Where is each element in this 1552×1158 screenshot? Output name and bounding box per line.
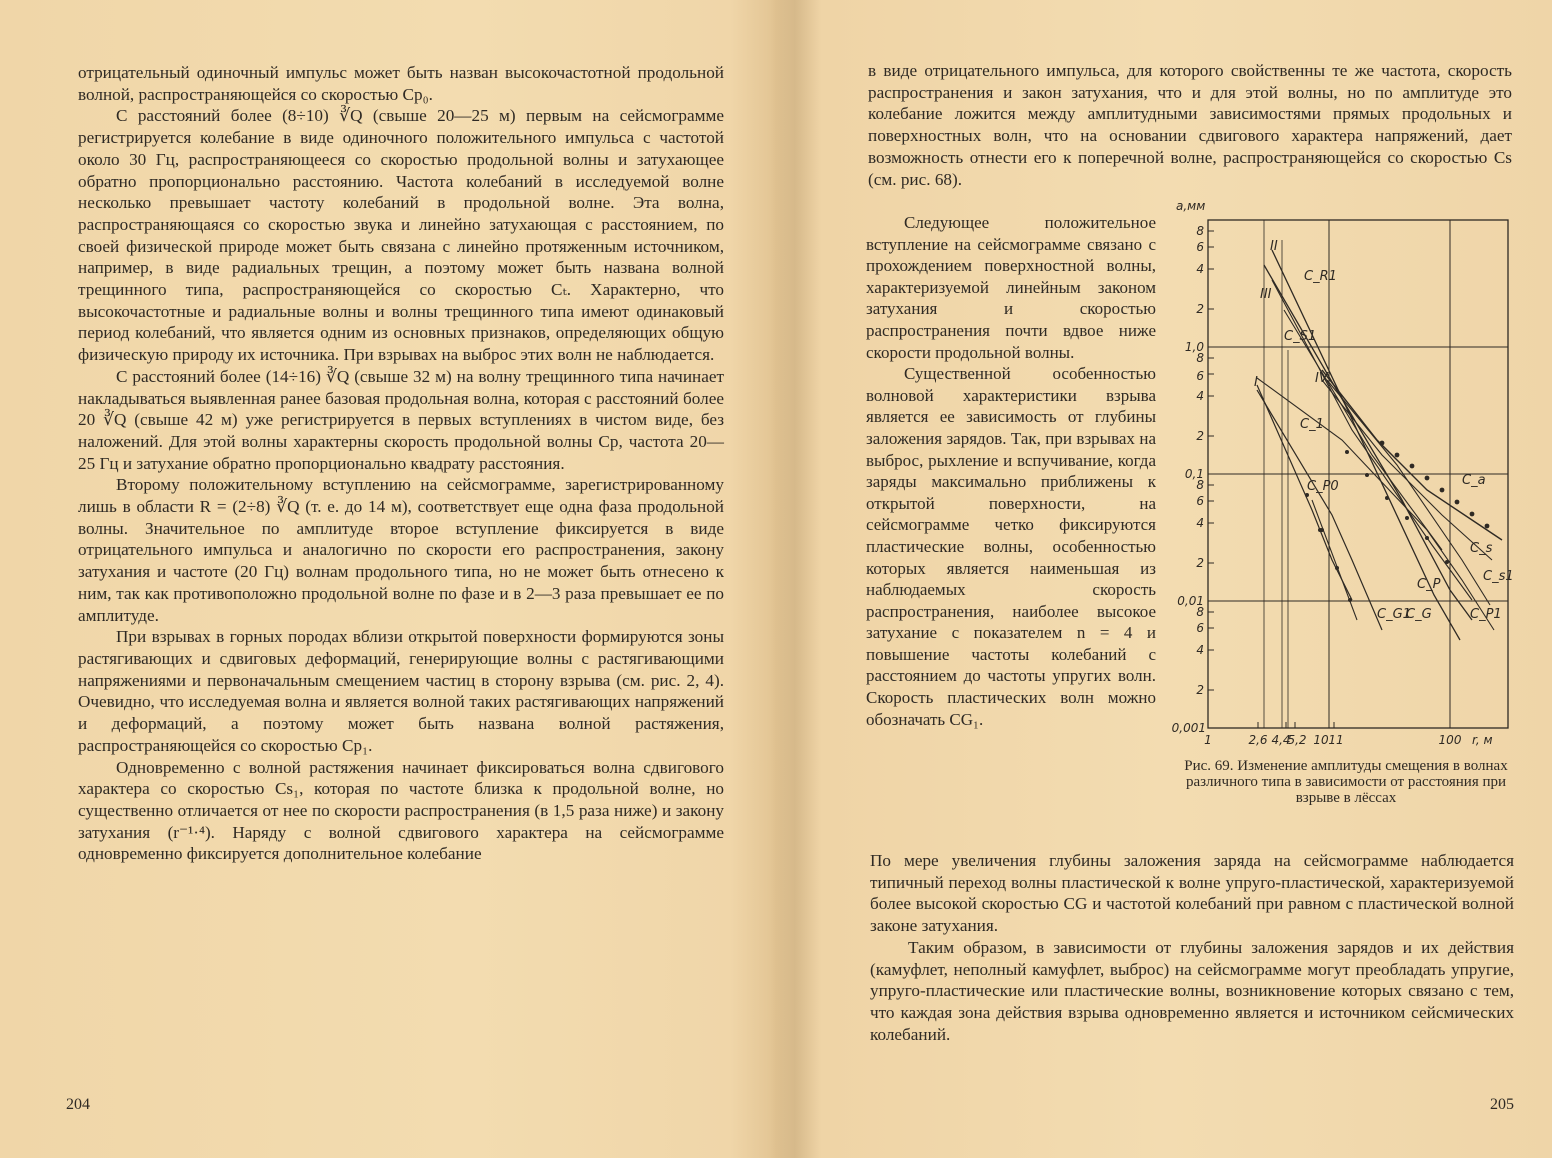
page-number: 204 [66,1096,90,1113]
y-tick-label: 0,001 [1172,721,1206,735]
y-tick-label: 4 [1196,262,1204,276]
paragraph: отрицательный одиночный импульс может быть назван высокочастотной продольной волной, распространяющейся со скоростью Cp₀. [78,63,724,104]
x-tick-label: 5,2 [1287,733,1307,747]
y-tick-label: 8 [1196,478,1204,492]
curve-label: C_P [1417,577,1441,592]
y-tick-label: 2 [1196,429,1204,443]
x-tick-label: 1 [1204,733,1212,747]
curve-label: III [1260,287,1272,302]
x-tick-label: 2,6 [1248,733,1268,747]
amplitude-plot [1172,200,1517,750]
curve-label: I [1254,375,1258,390]
caption-text: Изменение амплитуды смещения в волнах различного типа в зависимости от расстояния при взрыве в лёссах [1185,758,1508,806]
y-tick-label: 2 [1196,302,1204,316]
paragraph: в виде отрицательного импульса, для которого свойственны те же частота, скорость распространения и закон затухания, что и для этой волны, но по амплитуде это колебание ложится между амплитудными зависимостями прямых продольных и поверхностных волн, что на основании сдвигового характера напряжений, дает возможность отнести его к поперечной волне, распространяющейся со скоростью Cs (см. рис. 68). [868,61,1512,189]
y-tick-label: 6 [1196,369,1204,383]
curve-label: C_P0 [1307,479,1339,494]
y-tick-label: 1,0 [1184,340,1204,354]
right-side-text [866,212,1156,730]
x-axis-label: r, м [1472,733,1493,747]
figure-caption [1172,758,1520,806]
curve-label: C_a [1462,473,1486,488]
curve-label: C_G1 [1377,607,1411,622]
y-tick-label: 6 [1196,494,1204,508]
paragraph: При взрывах в горных породах вблизи открытой поверхности формируются зоны растягивающих и сдвиговых деформаций, генерирующие волны с растягивающими напряжениями и первоначальным смещением частиц в сторону взрыва (см. рис. 2, 4). Очевидно, что исследуемая волна и является волной таких растягивающих напряжений и деформаций, а поэтому может быть названа волной растяжения, распространяющейся со скоростью Cp₁. [78,627,724,755]
figure-69 [1172,200,1517,750]
y-tick-label: 4 [1196,389,1204,403]
y-tick-label: 2 [1196,683,1204,697]
left-text-column [78,62,724,865]
paragraph: С расстояний более (14÷16) ∛Q (свыше 32 м) на волну трещинного типа начинает накладываться выявленная ранее базовая продольная волна, которая с расстояний более 20 ∛Q (свыше 42 м) уже регистрируется в первых вступлениях в чистом виде, без наложений. Для этой волны характерны скорость продольной волны Cp, частота 20—25 Гц и затухание обратно пропорционально квадрату расстояния. [78,366,724,473]
x-tick-label: 4,4 [1271,733,1291,747]
paragraph: Существенной особенностью волновой характеристики взрыва является ее зависимость от глубины заложения зарядов. Так, при взрывах на выброс, рыхление и вспучивание, когда заряды максимально приближены к открытой поверхности, на сейсмограмме четко фиксируются пластические волны, особенностью которых является наименьшая из наблюдаемых скорость распространения, наиболее высокое затухание с показателем n = 4 и повышение частоты колебаний с расстоянием до частоты упругих волн. Скорость пластических волн можно обозначать CG₁. [866,364,1156,729]
paragraph: Одновременно с волной растяжения начинает фиксироваться волна сдвигового характера со скоростью Cs₁, которая по частоте близка к продольной волне, но существенно отличается от нее по скорости распространения (в 1,5 раза ниже) и закону затухания (r⁻¹·⁴). Наряду с волной сдвигового характера на сейсмограмме одновременно фиксируется дополнительное колебание [78,757,724,864]
y-tick-label: 0,1 [1184,467,1204,481]
y-tick-label: 4 [1196,643,1204,657]
curve-label: C_1 [1300,417,1324,432]
y-tick-label: 6 [1196,621,1204,635]
curve-label: C_s1 [1483,569,1514,584]
y-tick-label: 6 [1196,240,1204,254]
paragraph: С расстояний более (8÷10) ∛Q (свыше 20—25 м) первым на сейсмограмме регистрируется колебание в виде одиночного положительного импульса с частотой около 30 Гц, распространяющееся со скоростью продольной волны и затухающее обратно пропорционально расстоянию. Частота колебаний в исследуемой волне несколько превышает частоту колебаний в продольной волне. Эта волна, распространяющаяся со скоростью звука и линейно затухающая с расстоянием, по своей физической природе может быть связана с линейно протяженным источником, например, в виде радиальных трещин, а поэтому может быть названа волной трещинного типа, распространяющейся со скоростью Cₜ. Характерно, что высокочастотные и радиальные волны и волны трещинного типа имеют одинаковый период колебаний, что является одним из основных признаков, определяющих общую физическую природу их источника. При взрывах на выброс этих волн не наблюдается. [78,106,724,365]
y-tick-label: 2 [1196,556,1204,570]
x-tick-label: 100 [1438,733,1462,747]
y-tick-label: 8 [1196,351,1204,365]
x-tick-label: 11 [1328,733,1344,747]
y-tick-label: 0,01 [1177,594,1204,608]
paragraph: Следующее положительное вступление на сейсмограмме связано с прохождением поверхностной волны, характеризуемой линейным законом затухания и скоростью распространения почти вдвое ниже скорости продольной волны. [866,213,1156,362]
page-205 [800,0,1552,1158]
curve-label: C_G [1406,607,1432,622]
right-bottom-text [870,850,1514,1045]
paragraph: По мере увеличения глубины заложения заряда на сейсмограмме наблюдается типичный переход волны пластической к волне упруго-пластической, характеризуемой более высокой скоростью CG и частотой колебаний при равном с пластической волной законе затухания. [870,851,1514,936]
curve-label: C_R1 [1304,269,1337,284]
paragraph: Таким образом, в зависимости от глубины заложения зарядов и их действия (камуфлет, неполный камуфлет, выброс) на сейсмограмме могут преобладать упругие, упруго-пластические или пластические волны, возникновение которых связано с тем, что каждая зона действия взрыва одновременно является и источником сейсмических колебаний. [870,937,1514,1044]
y-tick-label: 8 [1196,224,1204,238]
curve-label: C_S1 [1284,329,1317,344]
caption-prefix: Рис. 69. [1184,758,1234,774]
y-tick-label: 8 [1196,605,1204,619]
curve-label: II [1270,239,1278,254]
curve-label: C_P1 [1470,607,1502,622]
y-axis-label: a,мм [1176,200,1206,213]
right-top-text [868,60,1512,190]
page-number: 205 [1490,1096,1514,1113]
curve-label: C_s [1470,541,1493,556]
x-tick-label: 10 [1313,733,1329,747]
curve-label: IV [1315,371,1328,386]
paragraph: Второму положительному вступлению на сейсмограмме, зарегистрированному лишь в области R = (2÷8) ∛Q (т. е. до 14 м), соответствует еще одна фаза продольной волны. Значительное по амплитуде второе вступление фиксируется в виде отрицательного импульса и аналогично по скорости его распространения, закону затухания и частоте (20 Гц) волнам продольного типа, но не может быть отнесено к ним, так как противоположно продольной волне по фазе и в 2—3 раза превышает ее по амплитуде. [78,475,724,625]
y-tick-label: 4 [1196,516,1204,530]
